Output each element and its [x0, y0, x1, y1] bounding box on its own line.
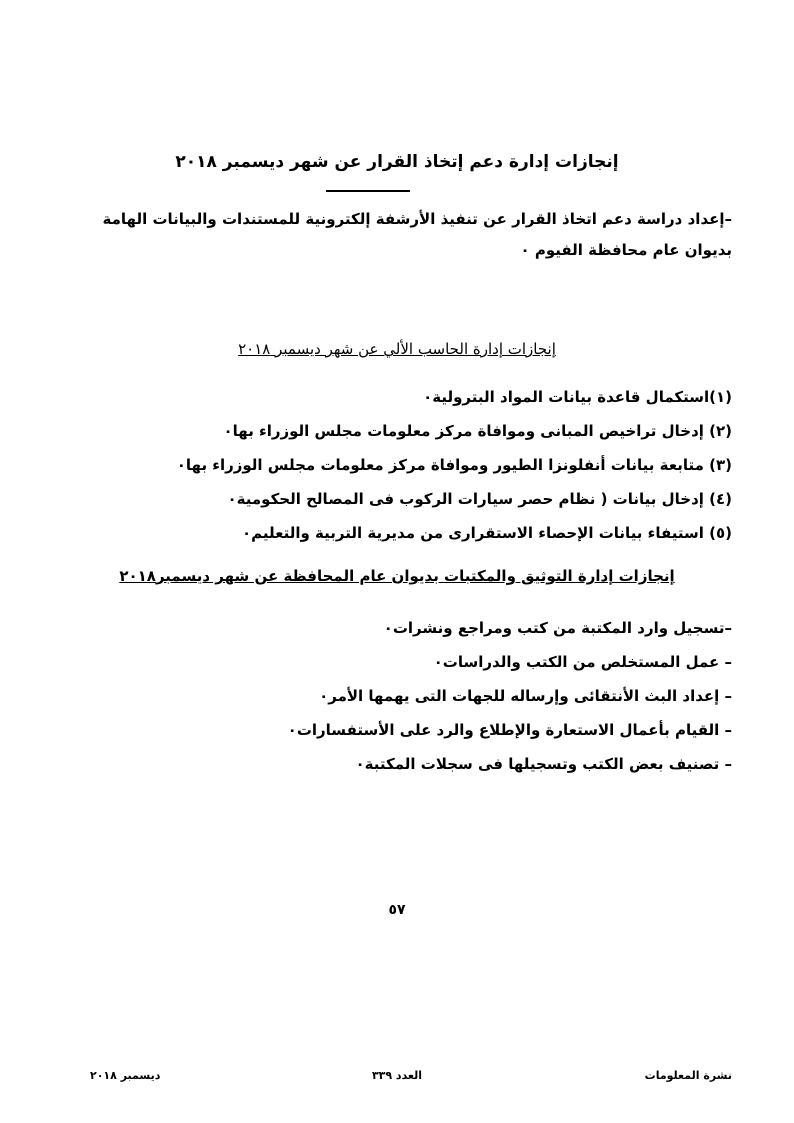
section1-paragraph: –إعداد دراسة دعم اتخاذ القرار عن تنفيذ الأرشفة إلكترونية للمستندات والبيانات الهامة بديوان عام محافظة الفيوم ٠	[102, 210, 732, 259]
list-item: (١)استكمال قاعدة بيانات المواد البترولية٠	[423, 388, 732, 406]
title-underline-divider	[326, 190, 410, 192]
list-item: – عمل المستخلص من الكتب والدراسات٠	[433, 653, 732, 671]
section3-title: إنجازات إدارة التوثيق والمكتبات بديوان عام المحافظة عن شهر ديسمبر٢٠١٨	[119, 567, 675, 585]
section1-title: إنجازات إدارة دعم إتخاذ القرار عن شهر ديسمبر ٢٠١٨	[175, 152, 619, 172]
list-item: –تسجيل وارد المكتبة من كتب ومراجع ونشرات٠	[383, 619, 732, 637]
list-item: (٤) إدخال بيانات ( نظام حصر سيارات الركوب فى المصالح الحكومية٠	[227, 490, 732, 508]
section2-heading	[0, 340, 794, 358]
list-item: (٣) متابعة بيانات أنفلونزا الطيور وموافاة مركز معلومات مجلس الوزراء بها٠	[176, 456, 732, 474]
section2-list	[177, 380, 732, 550]
footer-publication-name: نشرة المعلومات	[644, 1069, 732, 1082]
page-number: ٥٧	[388, 902, 406, 918]
section3-list	[288, 611, 732, 781]
section2-title: إنجازات إدارة الحاسب الألي عن شهر ديسمبر ٢٠١٨	[238, 340, 556, 358]
footer-issue-number: العدد ٣٣٩	[371, 1069, 423, 1082]
list-item: (٢) إدخال تراخيص المبانى وموافاة مركز معلومات مجلس الوزراء بها٠	[223, 422, 732, 440]
section3-heading	[0, 567, 794, 585]
list-item: (٥) استيفاء بيانات الإحصاء الاستقرارى من مديرية التربية والتعليم٠	[241, 524, 732, 542]
list-item: – القيام بأعمال الاستعارة والإطلاع والرد على الأستفسارات٠	[287, 721, 732, 739]
list-item: – تصنيف بعض الكتب وتسجيلها فى سجلات المكتبة٠	[355, 755, 732, 773]
footer-date: ديسمبر ٢٠١٨	[90, 1069, 161, 1082]
list-item: – إعداد البث الأنتقائى وإرساله للجهات التى يهمها الأمر٠	[319, 687, 732, 705]
